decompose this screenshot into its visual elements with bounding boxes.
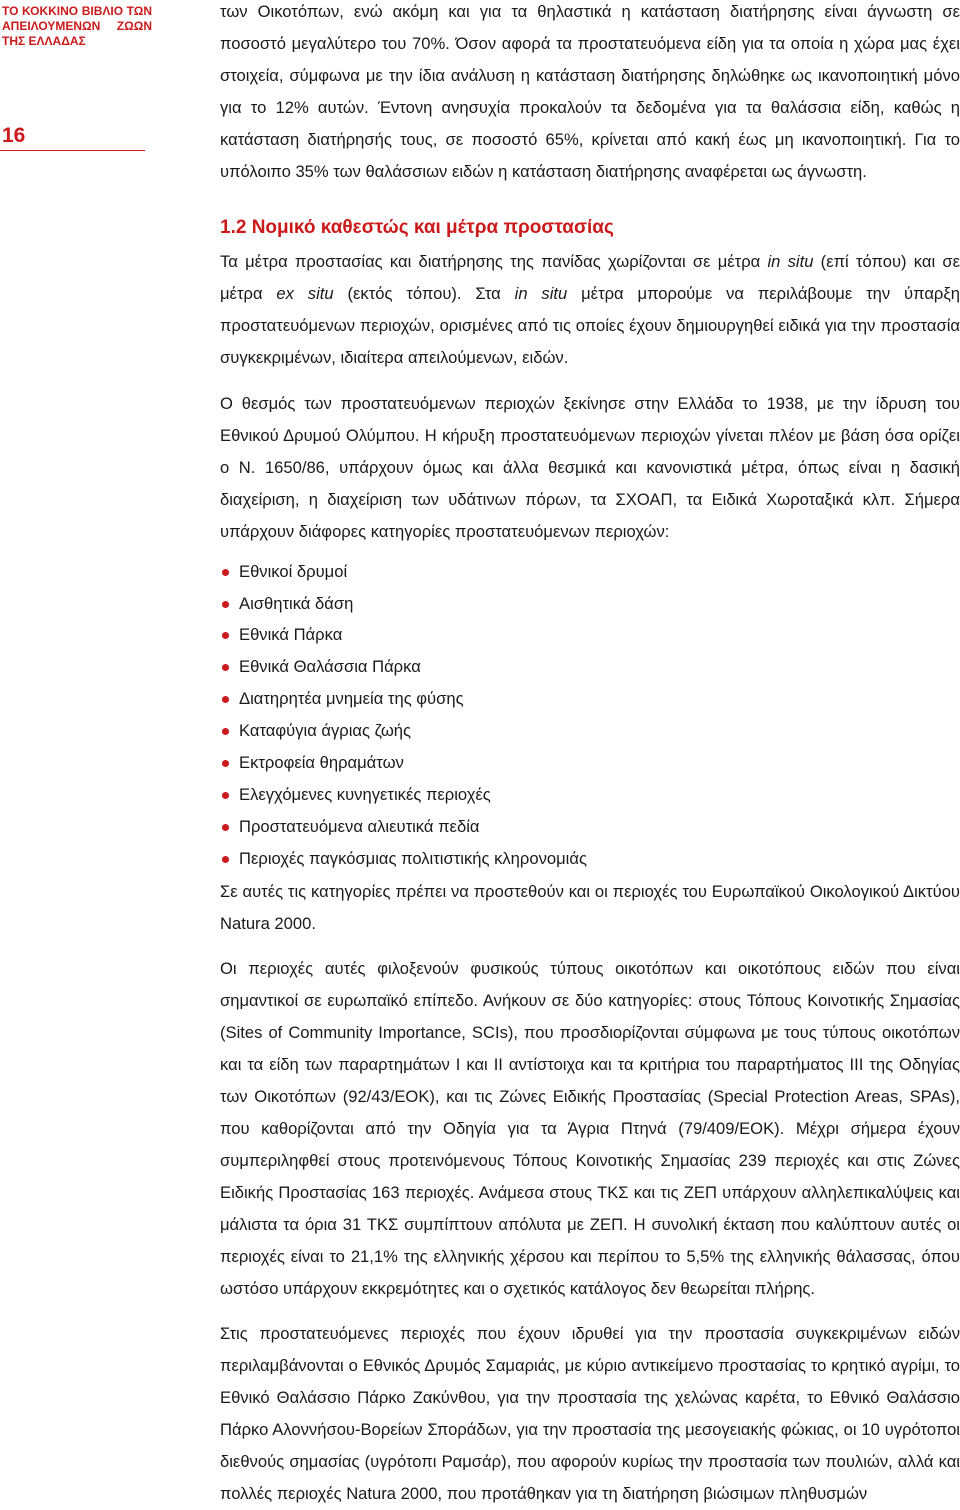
list-item: Περιοχές παγκόσμιας πολιτιστικής κληρονομιάς: [220, 843, 960, 875]
natura-paragraph: Οι περιοχές αυτές φιλοξενούν φυσικούς τύπους οικοτόπων και οικοτόπους ειδών που είναι σημαντικοί σε ευρωπαϊκό επίπεδο. Ανήκουν σε δύο κατηγορίες: στους Τόπους Κοινοτικής Σημασίας (Sites of Community Importance, SCIs), που προσδιορίζονται σύμφωνα με τους τύπους οικοτόπων και τα είδη των παραρτημάτων Ι και ΙΙ αντίστοιχα και τα κριτήρια του παραρτήματος ΙΙΙ της Οδηγίας των Οικοτόπων (92/43/ΕΟΚ), και τις Ζώνες Ειδικής Προστασίας (Special Protection Areas, SPAs), που καθορίζονται από την Οδηγία για τα Άγρια Πτηνά (79/409/ΕΟΚ). Μέχρι σήμερα έχουν συμπεριληφθεί στους προτεινόμενους Τόπους Κοινοτικής Σημασίας 239 περιοχές και στις Ζώνες Ειδικής Προστασίας 163 περιοχές. Ανάμεσα στους ΤΚΣ και τις ΖΕΠ υπάρχουν αλληλεπικαλύψεις και μάλιστα τα όρια 31 ΤΚΣ συμπίπτουν απόλυτα με ΖΕΠ. Η συνολική έκταση που καλύπτουν αυτές οι περιοχές είναι το 21,1% της ελληνικής χέρσου και περίπου το 5,5% της ελληνικής θάλασσας, όπου ωστόσο υπάρχουν εκκρεμότητες και ο σχετικός κατάλογος δεν θεωρείται πλήρης.: [220, 959, 960, 1298]
list-item: Εθνικά Θαλάσσια Πάρκα: [220, 651, 960, 683]
measures-text-4: μέτρα μπορούμε να περιλάβουμε την ύπαρξη προστατευόμενων περιοχών, ορισμένες από τις οποίες έχουν δημιουργηθεί ειδικά για την προστασία συγκεκριμένων, ιδιαίτερα απειλούμενων, ειδών.: [220, 284, 960, 368]
list-item: Εθνικά Πάρκα: [220, 619, 960, 651]
list-item: Καταφύγια άγριας ζωής: [220, 715, 960, 747]
section-heading: 1.2 Νομικό καθεστώς και μέτρα προστασίας: [220, 217, 614, 239]
term-ex-situ: ex situ: [276, 284, 334, 304]
list-item: Αισθητικά δάση: [220, 588, 960, 620]
natura-sentence: Σε αυτές τις κατηγορίες πρέπει να προστεθούν και οι περιοχές του Ευρωπαϊκού Οικολογικού Δικτύου Natura 2000.: [220, 881, 960, 933]
term-in-situ: in situ: [767, 252, 814, 272]
measures-text-2: (επί τόπου) και σε μέτρα: [220, 252, 960, 304]
list-item: Ελεγχόμενες κυνηγετικές περιοχές: [220, 779, 960, 811]
list-item: Προστατευόμενα αλιευτικά πεδία: [220, 811, 960, 843]
term-in-situ-2: in situ: [514, 284, 568, 304]
main-text-column: [220, 0, 960, 1510]
institution-paragraph: Ο θεσμός των προστατευόμενων περιοχών ξεκίνησε στην Ελλάδα το 1938, με την ίδρυση του Εθνικού Δρυμού Ολύμπου. Η κήρυξη προστατευόμενων περιοχών γίνεται πλέον με βάση όσα ορίζει ο Ν. 1650/86, υπάρχουν όμως και άλλα θεσμικά και κανονιστικά μέτρα, όπως είναι η δασική διαχείριση, η διαχείριση των υδάτινων πόρων, τα ΣΧΟΑΠ, τα Ειδικά Χωροταξικά κλπ. Σήμερα υπάρχουν διάφορες κατηγορίες προστατευόμενων περιοχών:: [220, 394, 960, 541]
page-margin: [0, 0, 160, 1459]
list-item: Εθνικοί δρυμοί: [220, 556, 960, 588]
measures-text-1: Τα μέτρα προστασίας και διατήρησης της πανίδας χωρίζονται σε μέτρα: [220, 252, 768, 272]
species-paragraph: Στις προστατευόμενες περιοχές που έχουν ιδρυθεί για την προστασία συγκεκριμένων ειδών περιλαμβάνονται ο Εθνικός Δρυμός Σαμαριάς, με κύριο αντικείμενο προστασίας το κρητικό αγρίμι, το Εθνικό Θαλάσσιο Πάρκο Ζακύνθου, για την προστασία της χελώνας καρέτα, το Εθνικό Θαλάσσιο Πάρκο Αλοννήσου-Βορείων Σποράδων, για την προστασία της μεσογειακής φώκιας, οι 10 υγρότοποι διεθνούς σημασίας (υγρότοπι Ραμσάρ), που αφορούν κυρίως την προστασία των πουλιών, αλλά και πολλές περιοχές Natura 2000, που προτάθηκαν για τη διατήρηση βιώσιμων πληθυσμών: [220, 1324, 960, 1503]
running-title: ΤΟ ΚΟΚΚΙΝΟ ΒΙΒΛΙΟ ΤΩΝ ΑΠΕΙΛΟΥΜΕΝΩΝ ΖΩΩΝ ΤΗΣ ΕΛΛΑΔΑΣ: [2, 4, 152, 48]
list-item: Διατηρητέα μνημεία της φύσης: [220, 683, 960, 715]
protected-area-categories-list: [220, 556, 960, 875]
page-number-rule: [0, 150, 145, 151]
list-item: Εκτροφεία θηραμάτων: [220, 747, 960, 779]
intro-paragraph: των Οικοτόπων, ενώ ακόμη και για τα θηλαστικά η κατάσταση διατήρησης είναι άγνωστη σε ποσοστό μεγαλύτερο του 70%. Όσον αφορά τα προστατευόμενα είδη για τα οποία η χώρα μας έχει στοιχεία, σύμφωνα με την ίδια ανάλυση η κατάσταση διατήρησης δηλώθηκε ως ικανοποιητική μόνο για το 12% αυτών. Έντονη ανησυχία προκαλούν τα δεδομένα για τα θαλάσσια είδη, καθώς η κατάσταση διατήρησής τους, σε ποσοστό 65%, κρίνεται από κακή έως μη ικανοποιητική. Για το υπόλοιπο 35% των θαλάσσιων ειδών η κατάσταση διατήρησης αναφέρεται ως άγνωστη.: [220, 2, 960, 181]
page-number: 16: [2, 124, 26, 147]
measures-text-3: (εκτός τόπου). Στα: [333, 284, 515, 304]
measures-paragraph: [220, 246, 960, 374]
